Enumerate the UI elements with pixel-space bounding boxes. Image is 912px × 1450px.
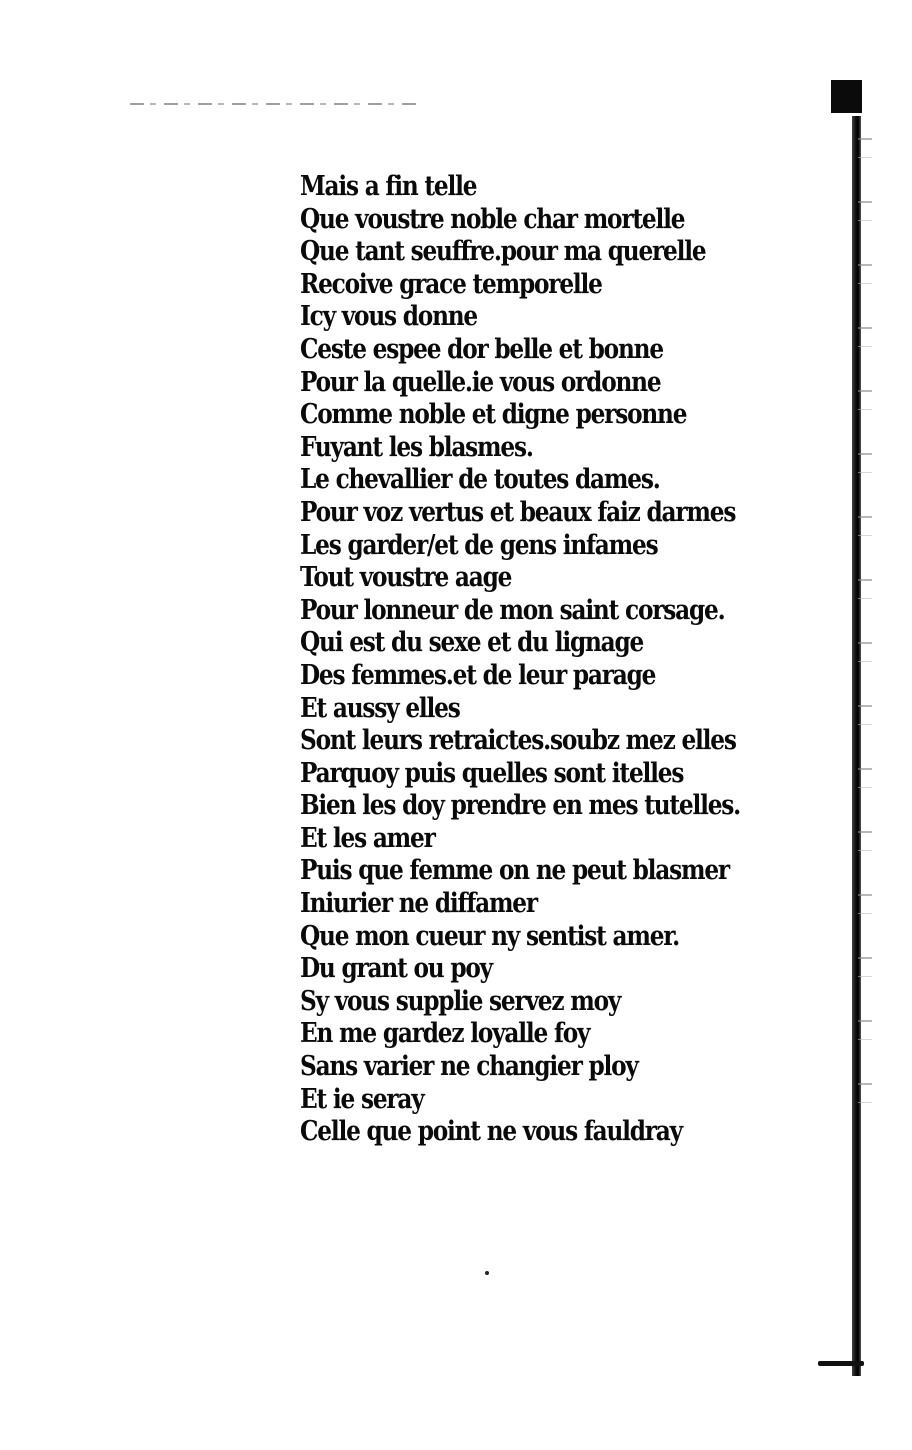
- gutter-block: [831, 80, 862, 113]
- poem-line: Comme noble et digne personne: [300, 399, 687, 431]
- poem-line: Recoive grace temporelle: [300, 268, 602, 300]
- poem-line: Les garder/et de gens infames: [300, 529, 658, 561]
- poem-line: Tout voustre aage: [300, 562, 512, 594]
- poem-line: Que mon cueur ny sentist amer.: [300, 920, 680, 952]
- gutter-specks: [858, 116, 872, 1116]
- poem-line: Puis que femme on ne peut blasmer: [300, 855, 729, 887]
- poem-line: Ceste espee dor belle et bonne: [300, 333, 663, 365]
- poem-line: Icy vous donne: [300, 301, 478, 333]
- poem-line: Mais a fin telle: [300, 171, 477, 202]
- poem-line: Que tant seuffre.pour ma querelle: [300, 236, 706, 268]
- poem-text: [300, 171, 780, 1149]
- poem-line: Sy vous supplie servez moy: [300, 985, 621, 1017]
- poem-line: Pour voz vertus et beaux faiz darmes: [300, 496, 736, 528]
- margin-dash: [818, 1361, 864, 1366]
- poem-line: Que voustre noble char mortelle: [300, 203, 685, 235]
- poem-line: Du grant ou poy: [300, 953, 492, 985]
- poem-line: Et les amer: [300, 822, 435, 854]
- poem-line: En me gardez loyalle foy: [300, 1018, 590, 1050]
- poem-line: Bien les doy prendre en mes tutelles.: [300, 790, 741, 822]
- poem-line: Pour lonneur de mon saint corsage.: [300, 594, 725, 626]
- poem-line: Sont leurs retraictes.soubz mez elles: [300, 725, 736, 757]
- ink-speck: [485, 1271, 489, 1275]
- poem-line: Celle que point ne vous fauldray: [300, 1116, 682, 1148]
- poem-line: Des femmes.et de leur parage: [300, 659, 656, 691]
- poem-line: Iniurier ne diffamer: [300, 888, 537, 920]
- poem-line: Et ie seray: [300, 1083, 424, 1115]
- poem-line: Le chevallier de toutes dames.: [300, 464, 660, 496]
- poem-line: Sans varier ne changier ploy: [300, 1051, 638, 1083]
- poem-line: Pour la quelle.ie vous ordonne: [300, 366, 661, 398]
- poem-line: Qui est du sexe et du lignage: [300, 627, 644, 659]
- poem-line: Et aussy elles: [300, 692, 460, 724]
- poem-line: Fuyant les blasmes.: [300, 431, 533, 463]
- top-rule: [130, 103, 420, 105]
- poem-line: Parquoy puis quelles sont itelles: [300, 757, 684, 789]
